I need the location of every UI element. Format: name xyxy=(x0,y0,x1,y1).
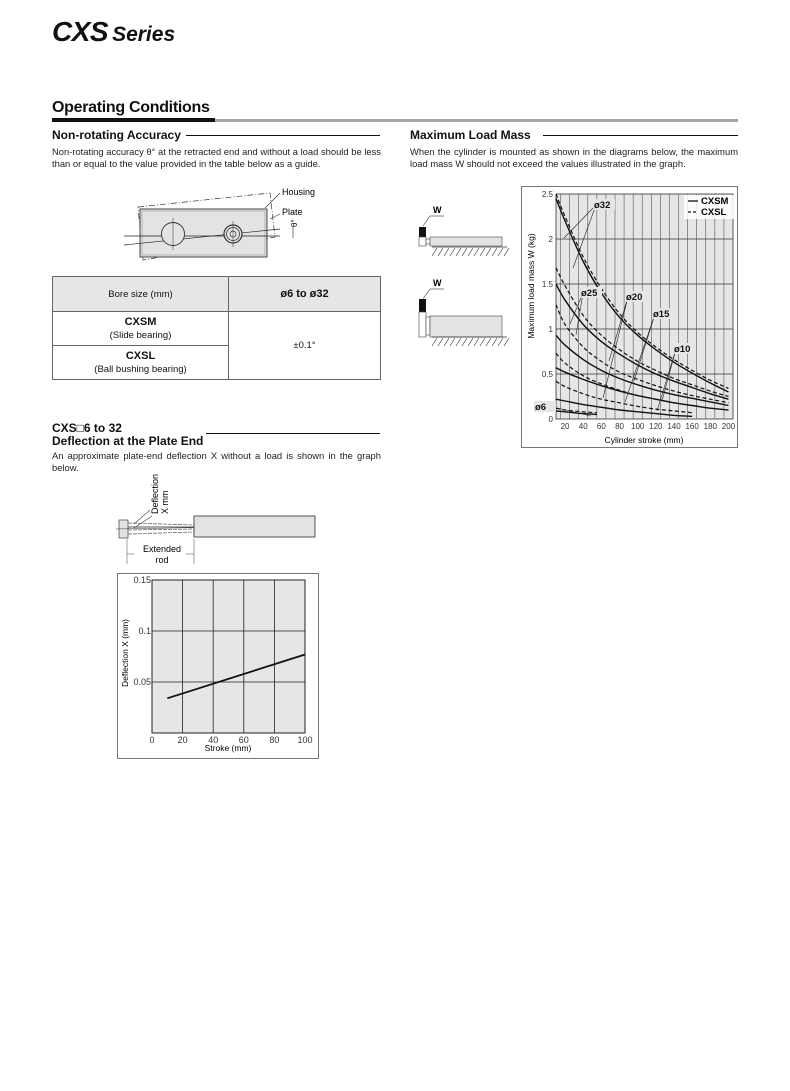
max-load-paragraph: When the cylinder is mounted as shown in the diagrams below, the maximum load mass W should not exceed the values illustrated in the graph. xyxy=(410,146,738,169)
svg-text:100: 100 xyxy=(631,422,645,431)
svg-text:140: 140 xyxy=(667,422,681,431)
svg-text:0.1: 0.1 xyxy=(138,626,151,636)
svg-text:60: 60 xyxy=(238,735,249,745)
bore-size-table xyxy=(52,276,381,380)
svg-text:40: 40 xyxy=(208,735,219,745)
svg-text:ø25: ø25 xyxy=(581,288,598,299)
bearing-type: (Slide bearing) xyxy=(109,329,172,341)
non-rotating-heading-rule xyxy=(186,135,380,136)
max-load-heading-rule xyxy=(543,135,738,136)
series-title xyxy=(52,16,175,48)
non-rotating-diagram xyxy=(110,182,340,270)
load-mass-chart xyxy=(521,186,738,448)
bearing-type: (Ball bushing bearing) xyxy=(94,363,187,375)
svg-text:40: 40 xyxy=(578,422,588,431)
bore-size-header-value: ø6 to ø32 xyxy=(229,277,381,312)
svg-text:60: 60 xyxy=(596,422,606,431)
deflection-paragraph: An approximate plate-end deflection X without a load is shown in the graph below. xyxy=(52,450,381,473)
svg-text:0.15: 0.15 xyxy=(133,575,151,585)
bore-size-header-label: Bore size (mm) xyxy=(53,277,229,312)
svg-text:80: 80 xyxy=(269,735,280,745)
deflection-heading-line2: Deflection at the Plate End xyxy=(52,434,204,448)
svg-text:ø15: ø15 xyxy=(653,309,670,320)
housing-shape xyxy=(140,209,267,257)
load-block-2 xyxy=(419,299,426,312)
accuracy-value: ±0.1° xyxy=(229,312,381,380)
svg-text:1.5: 1.5 xyxy=(541,280,553,289)
extended-rod-label-1: Extended xyxy=(142,544,182,554)
svg-text:ø20: ø20 xyxy=(626,292,643,303)
deflection-x-axis-label: Stroke (mm) xyxy=(204,743,252,753)
legend-cxsm: CXSM xyxy=(701,196,729,207)
deflection-label-1: Deflection xyxy=(150,473,160,514)
legend-cxsl: CXSL xyxy=(701,207,727,218)
load-block-1 xyxy=(419,227,426,237)
deflection-y-axis-label: Deflection X (mm) xyxy=(120,618,130,688)
svg-text:2: 2 xyxy=(548,235,553,244)
deflection-chart xyxy=(117,573,319,759)
cylinder-horizontal xyxy=(430,237,502,246)
svg-text:160: 160 xyxy=(685,422,699,431)
table-row-cxsm xyxy=(53,312,229,346)
deflection-label-2: X mm xyxy=(160,490,170,514)
svg-text:0: 0 xyxy=(149,735,155,745)
extended-rod-label-2: rod xyxy=(155,555,169,565)
svg-text:20: 20 xyxy=(560,422,570,431)
svg-text:20: 20 xyxy=(177,735,188,745)
svg-text:0.5: 0.5 xyxy=(541,370,553,379)
load-y-axis-label: Maximum load mass W (kg) xyxy=(526,233,536,339)
table-row-cxsl xyxy=(53,346,229,380)
section-rule-light xyxy=(215,119,738,122)
svg-text:200: 200 xyxy=(721,422,736,431)
deflection-heading-rule xyxy=(206,433,380,434)
svg-text:120: 120 xyxy=(649,422,663,431)
series-code: CXS xyxy=(52,16,109,47)
deflection-diagram xyxy=(110,472,330,570)
svg-text:0.05: 0.05 xyxy=(133,677,151,687)
non-rotating-heading: Non-rotating Accuracy xyxy=(52,128,181,142)
svg-text:2.5: 2.5 xyxy=(541,190,553,199)
plate-label: Plate xyxy=(282,207,303,217)
deflection-heading-line1: CXS□6 to 32 xyxy=(52,421,122,435)
housing-label: Housing xyxy=(282,187,316,197)
svg-text:ø32: ø32 xyxy=(594,200,611,211)
angle-label: θ° xyxy=(290,219,299,227)
svg-text:1: 1 xyxy=(548,325,553,334)
model-name: CXSM xyxy=(124,315,157,328)
max-load-heading: Maximum Load Mass xyxy=(410,128,531,142)
svg-text:180: 180 xyxy=(703,422,717,431)
load-label-w-1: W xyxy=(433,205,442,215)
load-x-axis-label: Cylinder stroke (mm) xyxy=(604,435,684,445)
load-label-w-2: W xyxy=(433,278,442,288)
mounting-diagrams xyxy=(410,200,515,346)
svg-text:100: 100 xyxy=(297,735,313,745)
svg-text:0: 0 xyxy=(548,415,553,424)
non-rotating-paragraph: Non-rotating accuracy θ° at the retracted end and without a load should be less than or equal to the value provided in the table below as a guide. xyxy=(52,146,381,169)
series-word: Series xyxy=(112,23,176,46)
cylinder-vertical xyxy=(430,316,502,337)
svg-text:80: 80 xyxy=(615,422,624,431)
svg-text:ø10: ø10 xyxy=(674,344,691,355)
section-title: Operating Conditions xyxy=(52,99,210,116)
model-name: CXSL xyxy=(125,349,156,362)
cylinder-body xyxy=(194,516,315,537)
section-rule-dark xyxy=(52,118,215,122)
svg-text:ø6: ø6 xyxy=(535,402,547,413)
